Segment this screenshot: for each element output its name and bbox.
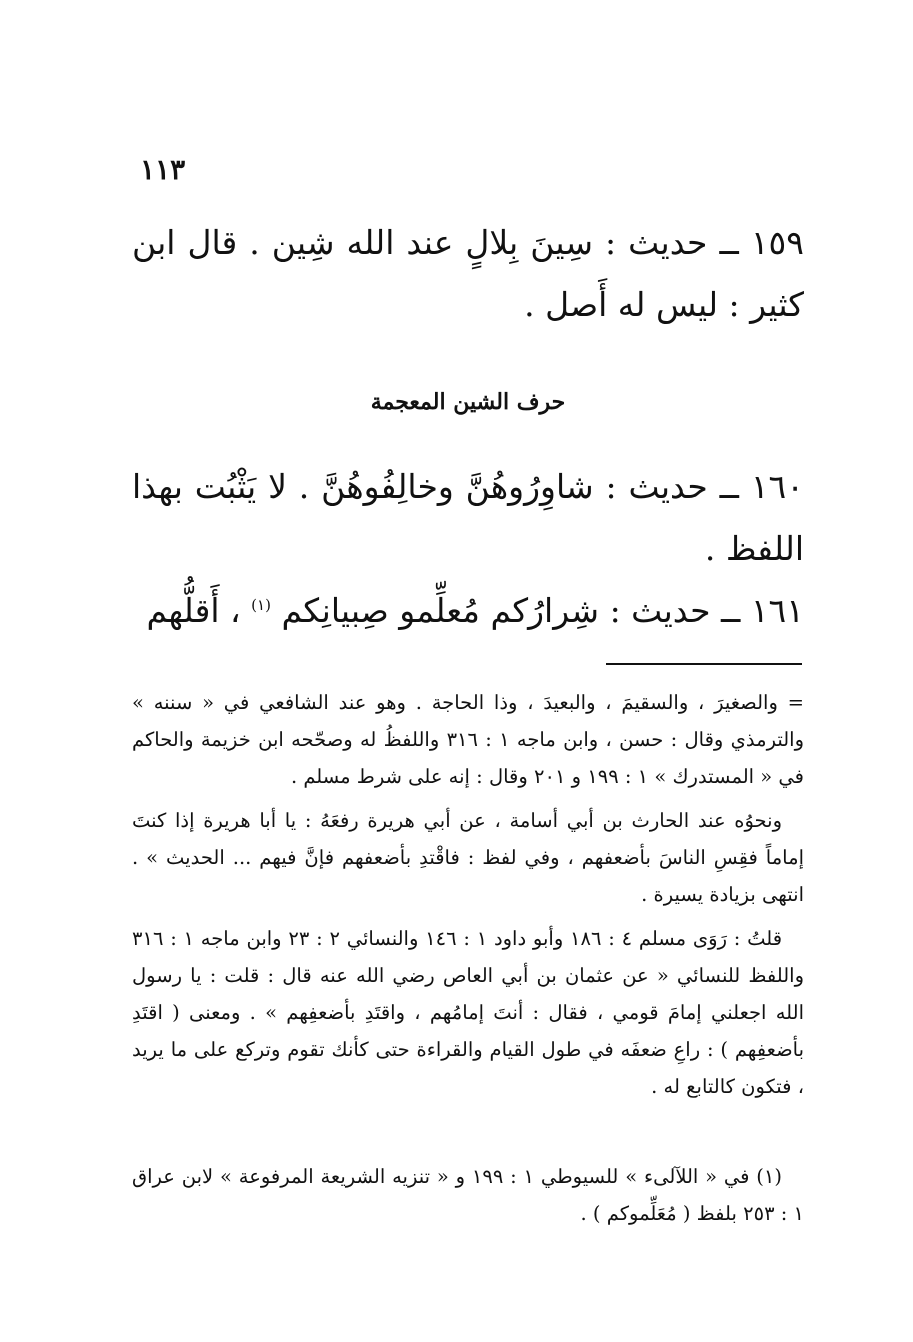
note-paragraph-1: = والصغيرَ ، والسقيمَ ، والبعيدَ ، وذا الحاجة . وهو عند الشافعي في « سننه » والترمذي وقال : حسن ، وابن ماجه ١ : ٣١٦ واللفظُ له وصحّحه ابن خزيمة والحاكم في « المستدرك » ١ : ١٩٩ و ٢٠١ وقال : إنه على شرط مسلم .: [132, 691, 805, 788]
section-heading: حرف الشين المعجمة: [370, 389, 566, 415]
footnote-reference-marker: (١): [251, 596, 271, 614]
page-number: ١١٣: [140, 153, 186, 186]
hadith-entry-161-tail: ، أَقلُّهم: [146, 591, 241, 630]
hadith-entry-159: ١٥٩ ــ حديث : سِينَ بِلالٍ عند الله شِين . قال ابن كثير : ليس له أَصل .: [132, 223, 804, 324]
hadith-entry-161: [132, 580, 804, 642]
continued-notes: [132, 684, 804, 1105]
footnote-1-text: (١) في « اللآلىء » للسيوطي ١ : ١٩٩ و « تنزيه الشريعة المرفوعة » لابن عراق ١ : ٢٥٣ بلفظ ( مُعَلِّموكم ) .: [132, 1165, 804, 1225]
footnote-separator-rule: [606, 663, 802, 665]
footnote-1: [132, 1158, 804, 1232]
hadith-entry-161-text: ١٦١ ــ حديث : شِرارُكم مُعلِّمو صِبيانِكم: [281, 591, 804, 630]
hadith-entry-160: ١٦٠ ــ حديث : شاوِرُوهُنَّ وخالِفُوهُنَّ . لا يَثْبُت بهذا اللفظ .: [132, 467, 804, 568]
note-paragraph-3: قلتُ : رَوَى مسلم ٤ : ١٨٦ وأبو داود ١ : ١٤٦ والنسائي ٢ : ٢٣ وابن ماجه ١ : ٣١٦ واللفظ للنسائي « عن عثمان بن أبي العاص رضي الله عنه قال : قلت : يا رسول الله اجعلني إمامَ قومي ، فقال : أنتَ إمامُهم ، واقتَدِ بأضعفِهم » . ومعنى ( اقتَدِ بأضعفِهم ) : راعِ ضعفَه في طول القيام والقراءة حتى كأنك تقوم وتركع على ما يريد ، فتكون كالتابع له .: [132, 927, 804, 1098]
note-paragraph-2: ونحوُه عند الحارث بن أبي أسامة ، عن أبي هريرة رفعَهُ : يا أبا هريرة إذا كنتَ إماماً فقِسِ الناسَ بأضعفهم ، وفي لفظ : فاقْتدِ بأضعفهم فإنَّ فيهم ... الحديث » . انتهى بزيادة يسيرة .: [132, 809, 804, 906]
